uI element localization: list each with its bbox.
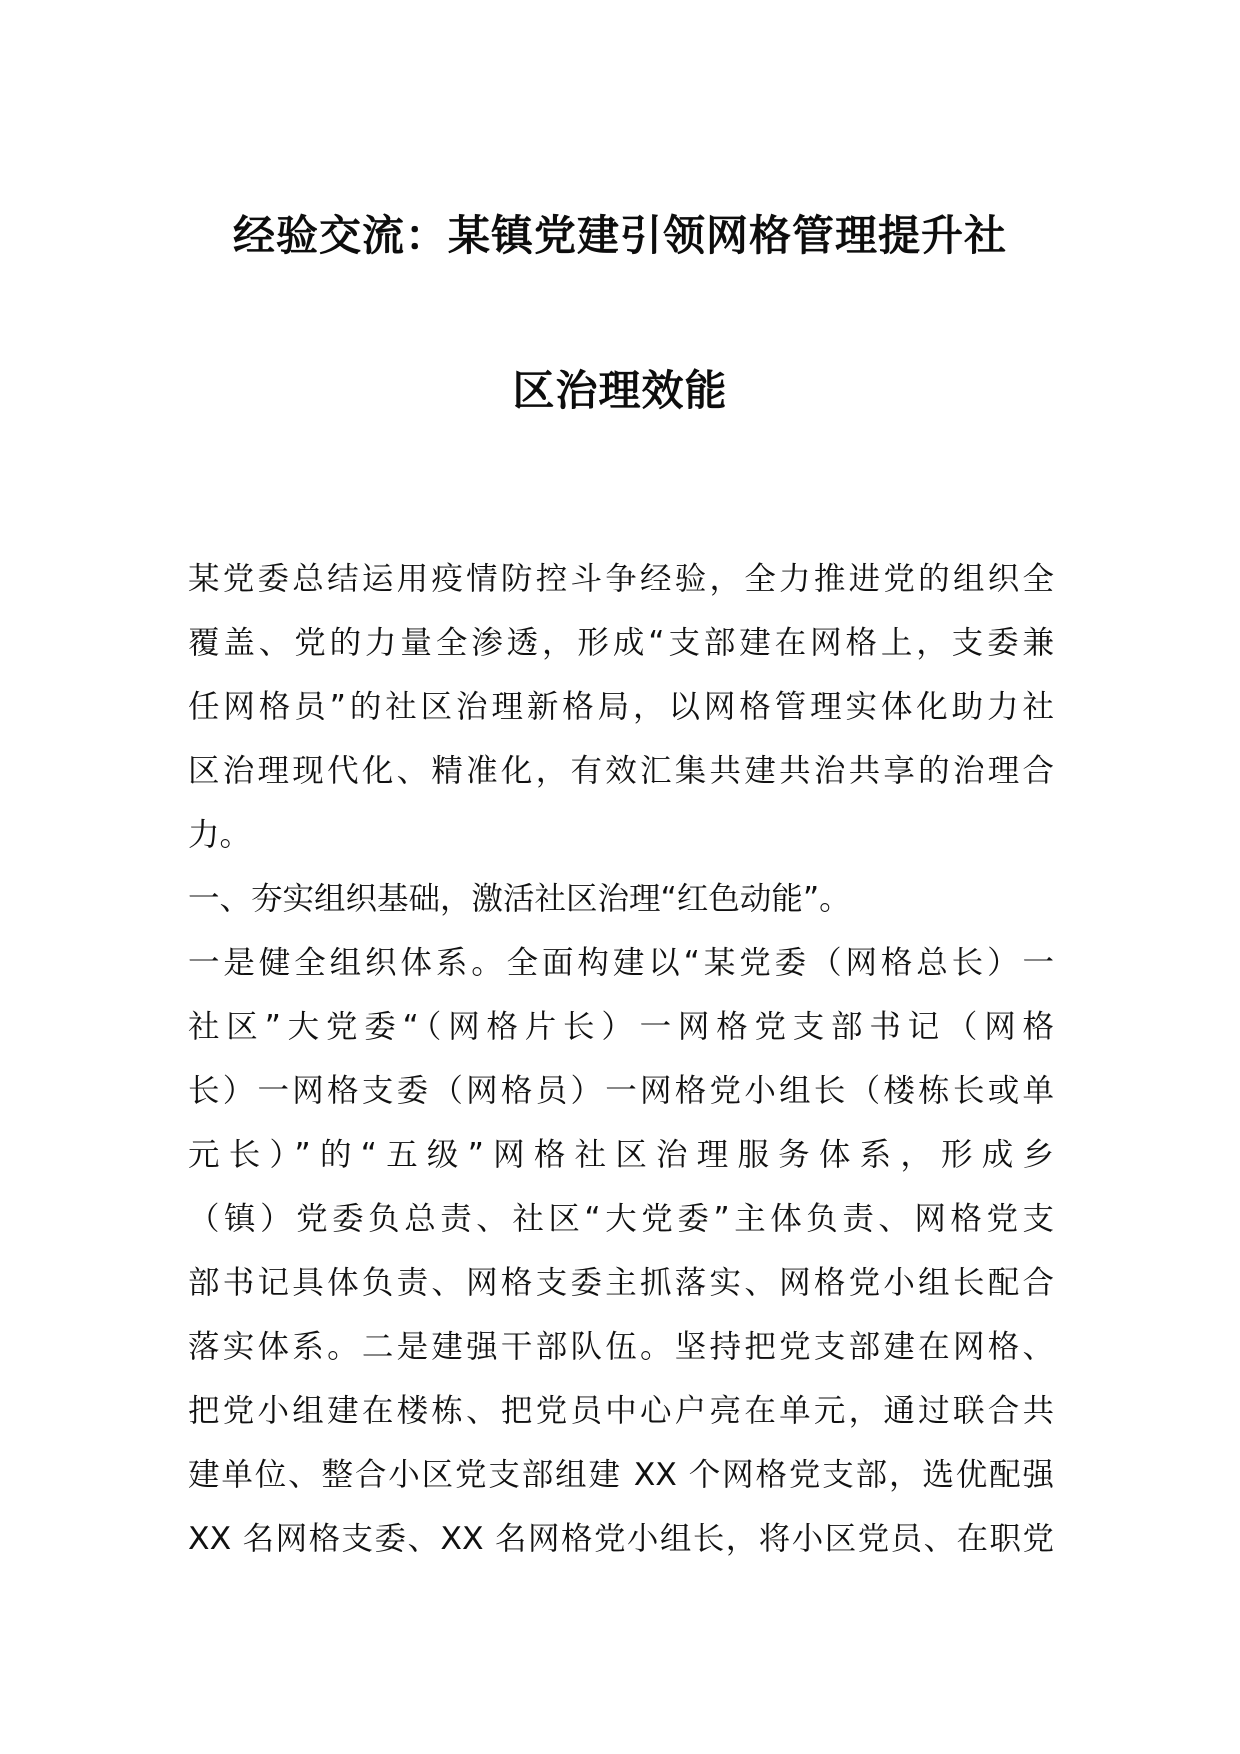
body-line: 把党小组建在楼栋、把党员中心户亮在单元，通过联合共 [188,1393,1054,1429]
body-line: 建单位、整合小区党支部组建 XX 个网格党支部，选优配强 [188,1457,1054,1493]
body-line: 部书记具体负责、网格支委主抓落实、网格党小组长配合 [188,1265,1054,1301]
body-line: （镇）党委负总责、社区“大党委”主体负责、网格党支 [188,1201,1054,1237]
body-line: XX 名网格支委、XX 名网格党小组长，将小区党员、在职党 [188,1521,1054,1557]
body-line: 元长）”的“五级”网格社区治理服务体系，形成乡 [188,1137,1054,1173]
body-line: 某党委总结运用疫情防控斗争经验，全力推进党的组织全 [188,561,1054,597]
body-line: 长）一网格支委（网格员）一网格党小组长（楼栋长或单 [188,1073,1054,1109]
body-line: 一是健全组织体系。全面构建以“某党委（网格总长）一 [188,945,1054,981]
body-line: 社区”大党委“（网格片长）一网格党支部书记（网格 [188,1009,1054,1045]
body-line: 力。 [188,817,252,853]
body-line: 任网格员”的社区治理新格局，以网格管理实体化助力社 [188,689,1054,725]
body-line: 区治理现代化、精准化，有效汇集共建共治共享的治理合 [188,753,1054,789]
document-title-line-1: 经验交流：某镇党建引领网格管理提升社 [232,211,1007,260]
section-heading: 一、夯实组织基础，激活社区治理“红色动能”。 [188,881,851,917]
body-line: 落实体系。二是建强干部队伍。坚持把党支部建在网格、 [188,1329,1054,1365]
document-title-line-2: 区治理效能 [512,366,728,415]
body-line: 覆盖、党的力量全渗透，形成“支部建在网格上，支委兼 [188,625,1054,661]
document-body [188,547,1054,1571]
